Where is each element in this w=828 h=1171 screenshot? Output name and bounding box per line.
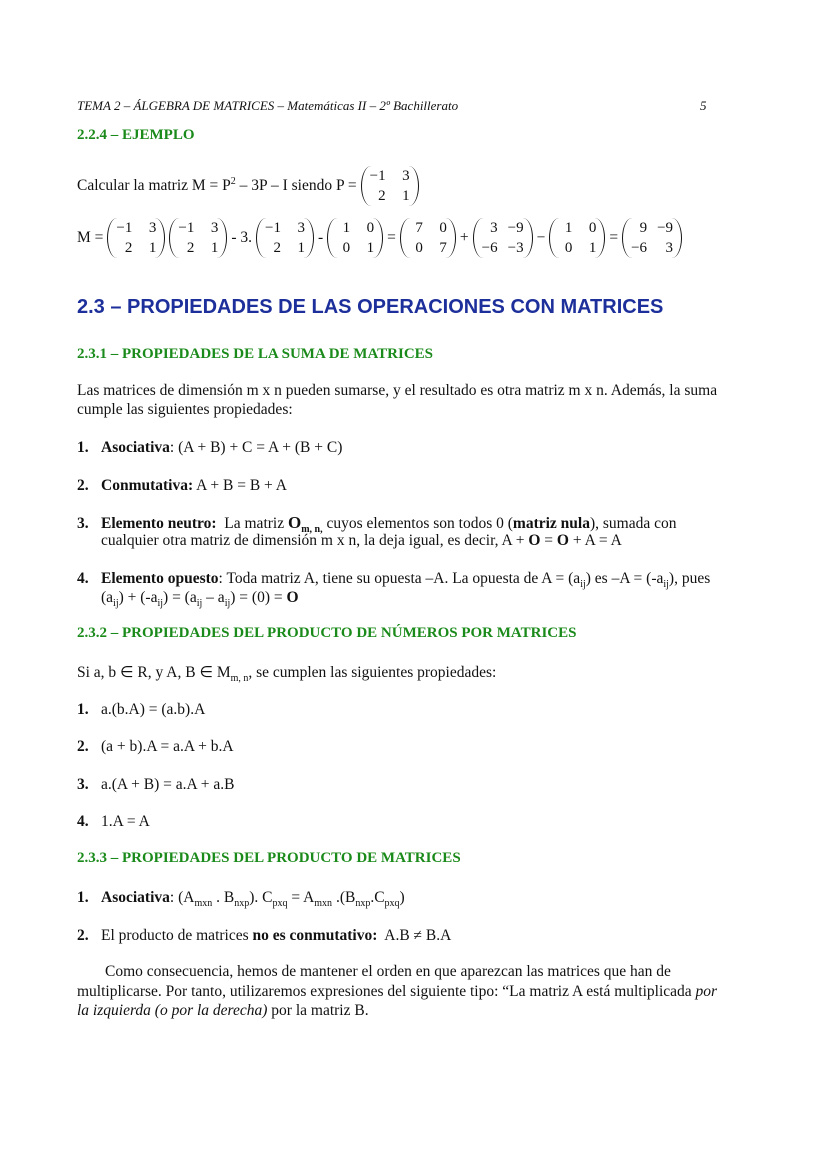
t: A + B = B + A [193,477,287,494]
matrix-cell: 3 [402,168,410,184]
identity-matrix [327,218,383,258]
t: cualquier otra matriz de dimensión m x n, la deja igual, es decir, A + [101,532,529,549]
b: Asociativa [101,889,170,906]
s: ij [157,598,164,610]
paragraph [77,1002,369,1020]
example-computation [77,218,682,258]
t: la izquierda (o por la derecha) [77,1002,268,1019]
list-item-cont [101,532,622,550]
t: (a + b).A = a.A + b.A [101,738,234,755]
matrix-cell: 1 [342,220,351,236]
matrix-p [361,166,419,206]
list-item [77,776,234,794]
n: 1. [77,701,89,718]
s: ij [580,579,586,591]
n: 3. [77,515,89,532]
list-item [77,701,205,719]
matrix-cell: 1 [148,240,157,256]
matrix-cell: 1 [210,240,219,256]
t: .C [370,889,385,906]
s: pxq [272,898,288,910]
matrix-cell: 7 [415,220,423,236]
matrix-cell: 3 [665,240,674,256]
n: 3. [77,776,89,793]
t: + A = A [568,532,622,549]
identity-matrix [549,218,605,258]
op: − [536,229,546,246]
t: ) = (a [163,589,197,606]
s: m, n [230,673,249,685]
t: : Toda matriz A, tiene su opuesta –A. La opuesta de A = (a [218,570,581,587]
t: por [695,983,718,1000]
n: 2. [77,477,89,494]
matrix-cell: 2 [273,240,281,256]
t: .(B [332,889,356,906]
t: Si a, b ∈ R, y A, B ∈ M [77,664,231,681]
statement-text [77,176,357,195]
list-item [77,570,710,590]
s: mxn [194,898,213,910]
matrix-cell: −9 [657,220,674,236]
t: = [540,532,557,549]
matrix-cell: 1 [402,188,410,204]
t: a.(b.A) = (a.b).A [101,701,206,718]
t: multiplicarse. Por tanto, utilizaremos expresiones del siguiente tipo: “La matriz A está multiplicada [77,983,696,1000]
matrix-cell: 1 [297,240,305,256]
list-item [77,477,287,495]
matrix-cell: 0 [342,240,351,256]
matrix-cell: 3 [297,220,305,236]
subsection-heading: 2.3.2 – PROPIEDADES DEL PRODUCTO DE NÚMEROS POR MATRICES [77,625,577,641]
matrix-cell: 2 [124,240,133,256]
b: O [286,589,299,606]
t: cuyos elementos son todos 0 ( [322,515,513,532]
s: ij [663,579,669,591]
matrix-cell: 1 [366,240,375,256]
t: ) + (-a [118,589,158,606]
t: = A [287,889,315,906]
t: – 3P – I siendo P = [235,177,357,195]
b: O [556,532,569,549]
n: 1. [77,439,89,456]
matrix-cell: −3 [507,240,524,256]
b: no es conmutativo: [252,927,378,944]
s: ij [113,598,119,610]
op: = [387,229,396,246]
b: Elemento opuesto [101,570,219,587]
t: . B [212,889,235,906]
matrix-cell: 3 [148,220,157,236]
t: , se cumplen las siguientes propiedades: [248,664,497,681]
t: 1.A = A [101,813,150,830]
n: 2. [77,738,89,755]
matrix-cell: 0 [588,220,597,236]
matrix-cell: −1 [178,220,195,236]
matrix-cell: −6 [481,240,498,256]
matrix [400,218,456,258]
running-header: TEMA 2 – ÁLGEBRA DE MATRICES – Matemáticas II – 2º Bachillerato [77,98,459,113]
paragraph: Como consecuencia, hemos de mantener el orden en que aparezcan las matrices que han de [105,963,671,980]
matrix-cell: 3 [210,220,219,236]
matrix-cell: 2 [186,240,195,256]
list-item [77,927,451,945]
s: m, n, [301,524,323,536]
t: ) es –A = (-a [585,570,664,587]
b: Asociativa [101,439,170,456]
t: El producto de matrices [101,927,253,944]
matrix-cell: −6 [631,240,648,256]
matrix-cell: 3 [490,220,498,236]
paragraph [77,663,496,684]
matrix-cell: 0 [439,220,447,236]
subsection-heading: 2.3.1 – PROPIEDADES DE LA SUMA DE MATRICES [77,346,434,362]
b: O [287,513,302,532]
matrix-cell: 0 [415,240,423,256]
t: ). C [249,889,273,906]
b: matriz nula [512,515,590,532]
matrix-cell: 0 [366,220,375,236]
matrix-cell: 9 [639,220,648,236]
t: ) [399,889,405,906]
b: O [528,532,541,549]
matrix [473,218,533,258]
t: Calcular la matriz M = P [77,177,231,195]
op: - 3. [231,229,253,246]
n: 4. [77,813,89,830]
matrix-cell: 0 [564,240,573,256]
b: Conmutativa: [101,477,194,494]
s: ij [224,598,231,610]
s: pxq [384,898,400,910]
s: ij [196,598,203,610]
n: 2. [77,927,89,944]
t: ) = (0) = [230,589,287,606]
t: (a [101,589,114,606]
n: 4. [77,570,89,587]
example-heading: 2.2.4 – EJEMPLO [77,127,195,143]
paragraph [77,983,717,1001]
list-item [77,439,342,457]
t: – a [202,589,225,606]
paragraph: cumple las siguientes propiedades: [77,401,293,418]
exp: 2 [230,176,236,188]
matrix-cell: −1 [265,220,281,236]
n: 1. [77,889,89,906]
t: La matriz [216,515,288,532]
s: nxp [234,898,250,910]
t: ), sumada con [589,515,677,532]
section-heading: 2.3 – PROPIEDADES DE LAS OPERACIONES CON MATRICES [77,296,664,318]
matrix-cell: −9 [507,220,524,236]
list-item [77,738,234,756]
subsection-heading: 2.3.3 – PROPIEDADES DEL PRODUCTO DE MATRICES [77,850,461,866]
list-item [77,813,150,831]
matrix [107,218,165,258]
result-matrix [622,218,682,258]
example-statement [77,166,419,206]
matrix-cell: 1 [564,220,573,236]
list-item [77,889,405,909]
matrix [256,218,314,258]
paragraph: Las matrices de dimensión m x n pueden sumarse, y el resultado es otra matriz m x n. Además, la suma [77,382,718,399]
matrix-cell: −1 [369,168,386,184]
t: : (A [169,889,195,906]
t: por la matriz B. [267,1002,369,1019]
matrix [169,218,227,258]
op: M = [77,229,104,246]
matrix-cell: 7 [439,240,447,256]
matrix-cell: 1 [588,240,597,256]
b: Elemento neutro: [101,515,217,532]
s: mxn [314,898,333,910]
t: a.(A + B) = a.A + a.B [101,776,235,793]
op: - [317,229,324,246]
matrix-cell: −1 [116,220,133,236]
t: A.B ≠ B.A [377,927,452,944]
op: + [459,229,469,246]
page-number: 5 [700,98,707,113]
t: : (A + B) + C = A + (B + C) [169,439,343,456]
s: nxp [355,898,371,910]
list-item-cont [101,589,299,609]
t: ), pues [668,570,711,587]
op: = [609,229,619,246]
matrix-cell: 2 [378,188,386,204]
